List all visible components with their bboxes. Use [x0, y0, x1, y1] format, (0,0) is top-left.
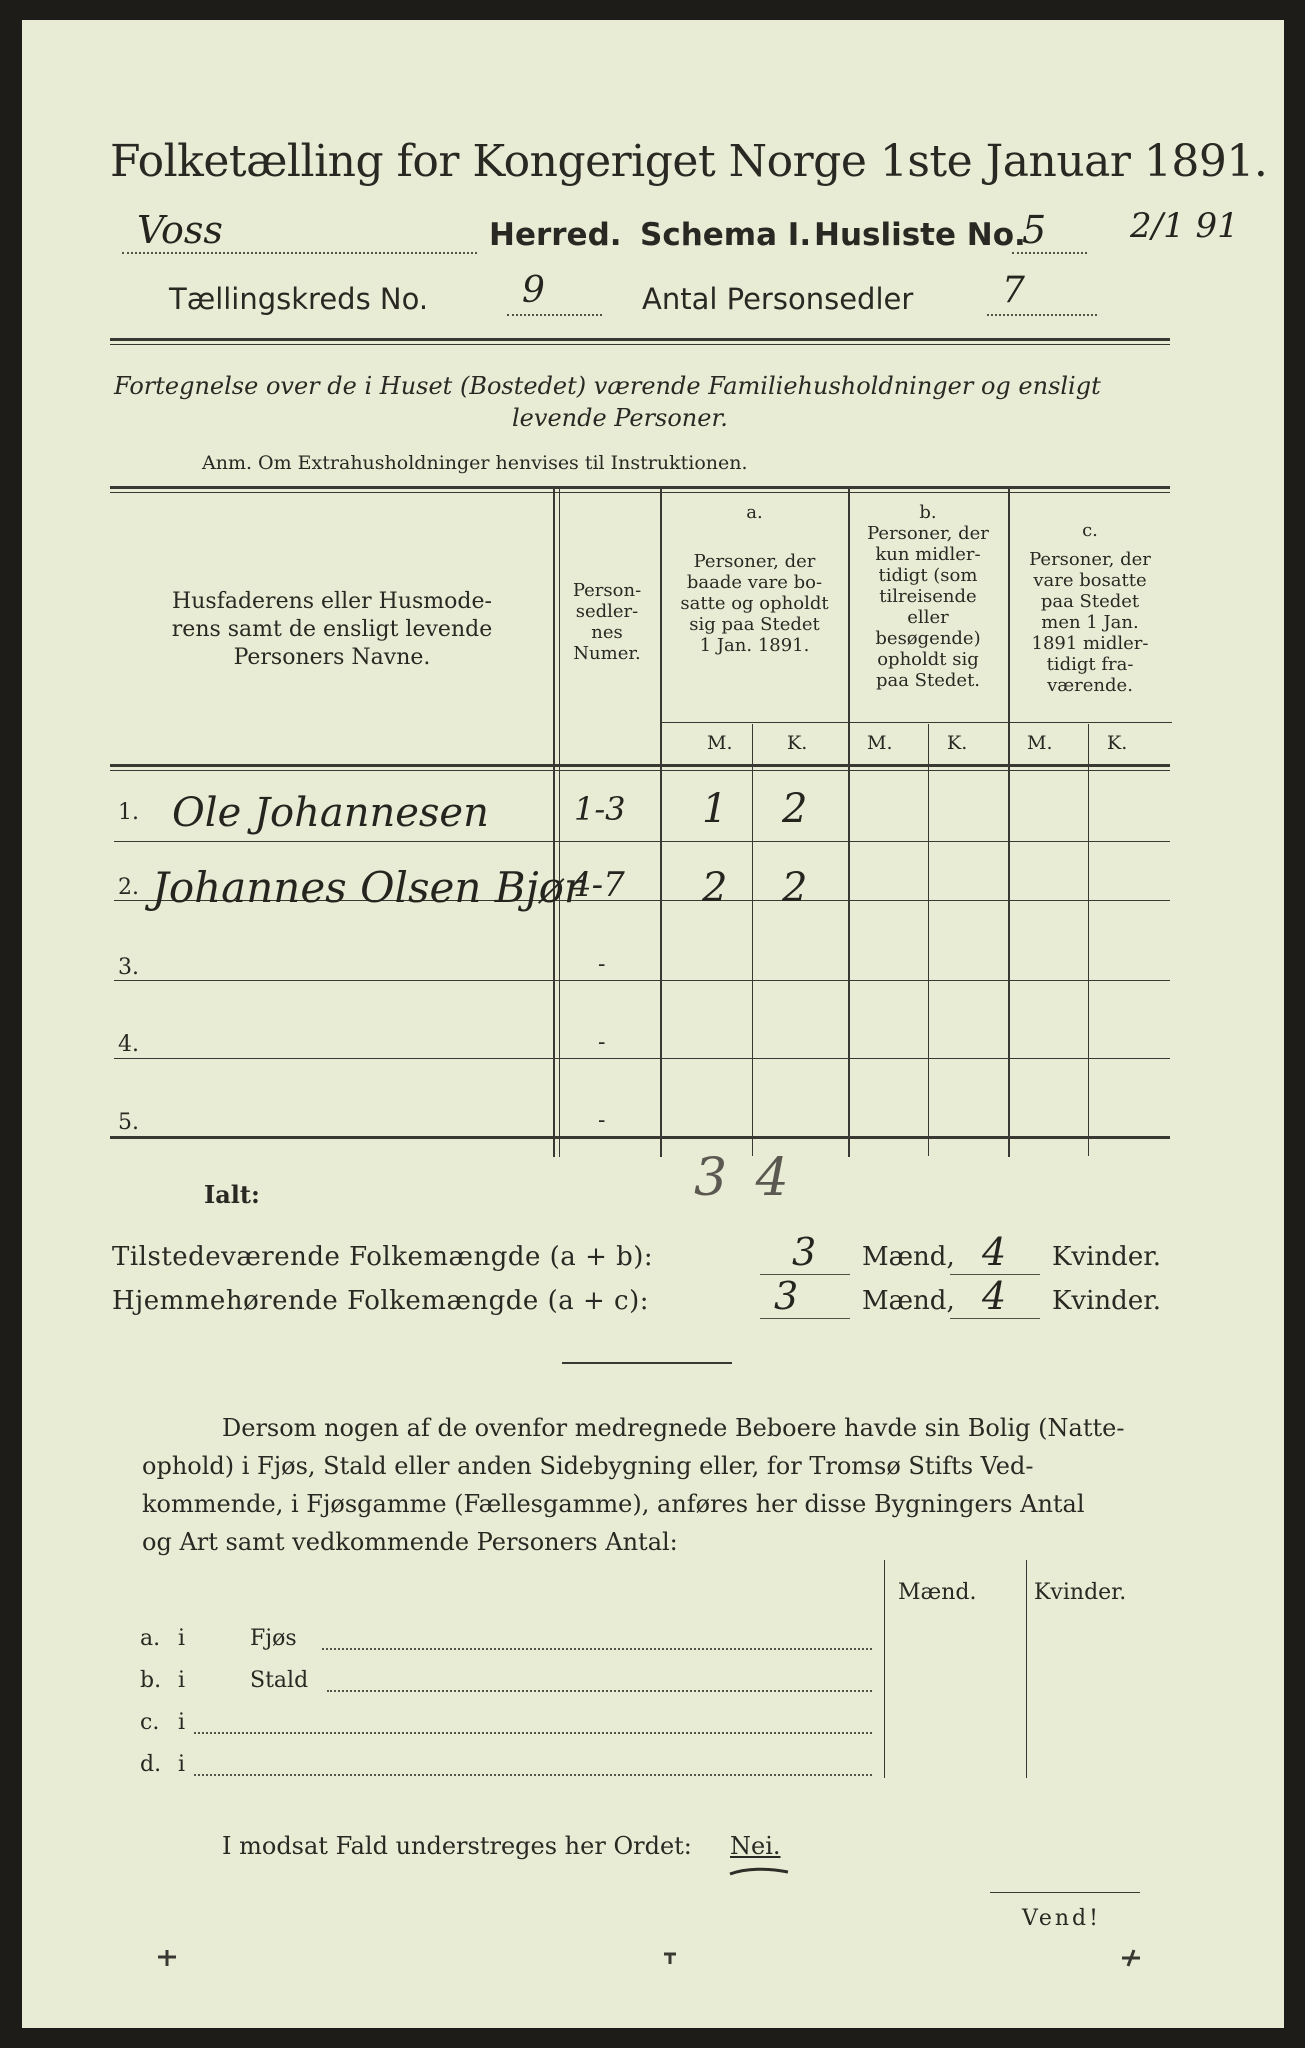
bolig-c-letter: c.	[140, 1710, 160, 1735]
col-head-c: c. Personer, der vare bosatte paa Stedet men 1 Jan. 1891 midler- tidigt fra- værende.	[1029, 520, 1151, 696]
tilstede-kvinder-value: 4	[982, 1230, 1007, 1274]
modsat-text: I modsat Fald understreges her Ordet:	[222, 1832, 692, 1860]
row-1-sedler: 1-3	[574, 790, 626, 828]
vline-b	[1008, 489, 1010, 1157]
hjemme-kvinder-value: 4	[982, 1274, 1007, 1318]
ialt-handwritten: 3 4	[694, 1148, 795, 1208]
bolig-d-dots	[194, 1774, 872, 1776]
row-2-sedler: 4-7	[570, 865, 625, 905]
row-1-a-k: 2	[782, 786, 808, 832]
table-top-rule-thin	[110, 492, 1170, 493]
c-m-head: M.	[1027, 732, 1053, 754]
bolig-c-i: i	[178, 1710, 186, 1735]
census-form-page	[22, 20, 1284, 2028]
vline-c-mk	[1088, 724, 1089, 1156]
bolig-b-i: i	[178, 1668, 186, 1693]
row-4-sedler: -	[598, 1030, 606, 1055]
row-5-number: 5.	[118, 1110, 139, 1135]
register-mark-right-icon	[1118, 1944, 1144, 1970]
ialt-label: Ialt:	[204, 1180, 260, 1209]
vline-b-mk	[928, 724, 929, 1156]
kreds-label: Tællingskreds No.	[169, 282, 429, 316]
husliste-dotted-line	[1012, 252, 1087, 254]
kreds-value: 9	[522, 270, 545, 311]
tilstede-kvinder-label: Kvinder.	[1052, 1242, 1162, 1272]
section-divider	[562, 1362, 732, 1364]
table-bottom-rule	[110, 1136, 1170, 1139]
herred-label: Herred.	[489, 217, 622, 253]
row-1-a-m: 1	[702, 786, 728, 832]
b-m-head: M.	[867, 732, 893, 754]
vline-num	[660, 489, 662, 1157]
vline-a-mk	[752, 724, 753, 1156]
row-line-4	[114, 1058, 1170, 1059]
hjemme-kvinder-line	[950, 1318, 1040, 1319]
tilstede-maend-value: 3	[792, 1230, 817, 1274]
bolig-line-3: kommende, i Fjøsgamme (Fællesgamme), anføres her disse Bygningers Antal	[142, 1490, 1085, 1518]
row-5-sedler: -	[598, 1108, 606, 1133]
intro-line-1: Fortegnelse over de i Huset (Bostedet) værende Familiehusholdninger og ensligt	[114, 372, 1101, 400]
bolig-a-letter: a.	[140, 1626, 161, 1651]
bolig-d-letter: d.	[140, 1752, 162, 1777]
a-m-head: M.	[707, 732, 733, 754]
husliste-value: 5	[1022, 208, 1047, 252]
bolig-c-dots	[194, 1732, 872, 1734]
tilstede-maend-label: Mænd,	[862, 1242, 955, 1272]
bolig-a-dots	[322, 1648, 872, 1650]
b-k-head: K.	[947, 732, 968, 754]
row-1-number: 1.	[118, 800, 139, 825]
vline-names	[553, 489, 555, 1157]
register-mark-center-icon	[660, 1948, 680, 1968]
form-title: Folketælling for Kongeriget Norge 1ste Januar 1891.	[110, 136, 1268, 187]
vline-names-thin	[559, 489, 560, 1157]
husliste-label: Husliste No.	[814, 217, 1026, 253]
bolig-line-4: og Art samt vedkommende Personers Antal:	[142, 1528, 678, 1556]
herred-value: Voss	[137, 208, 223, 252]
row-2-a-k: 2	[782, 865, 808, 911]
header-rule	[110, 338, 1170, 341]
header-bottom-rule	[110, 764, 1170, 767]
header-bottom-rule-thin	[110, 770, 1170, 771]
row-3-sedler: -	[598, 952, 606, 977]
col-head-a: a. Personer, der baade vare bo- satte og opholdt sig paa Stedet 1 Jan. 1891.	[680, 502, 829, 656]
a-k-head: K.	[787, 732, 808, 754]
row-2-a-m: 2	[702, 865, 728, 911]
tilstede-label: Tilstedeværende Folkemængde (a + b):	[112, 1242, 654, 1272]
hjemme-kvinder-label: Kvinder.	[1052, 1286, 1162, 1316]
vend-text: Vend!	[1022, 1906, 1101, 1931]
row-3-number: 3.	[118, 955, 139, 980]
herred-dotted-line	[122, 252, 477, 254]
bolig-a-i: i	[178, 1626, 186, 1651]
hjemme-label: Hjemmehørende Folkemængde (a + c):	[112, 1286, 649, 1316]
bolig-kvinder-head: Kvinder.	[1034, 1580, 1127, 1605]
bolig-b-letter: b.	[140, 1668, 162, 1693]
nei-word: Nei.	[730, 1832, 781, 1860]
bolig-line-1: Dersom nogen af de ovenfor medregnede Beboere havde sin Bolig (Natte-	[222, 1414, 1125, 1442]
bolig-b-dots	[327, 1690, 872, 1692]
row-line-3	[114, 980, 1170, 981]
hjemme-maend-label: Mænd,	[862, 1286, 955, 1316]
col-head-b: b. Personer, der kun midler- tidigt (som tilreisende eller besøgende) opholdt sig paa Stedet.	[867, 502, 989, 691]
col-head-number: Person- sedler- nes Numer.	[572, 580, 642, 664]
nei-handwritten-underline	[728, 1866, 790, 1878]
row-2-name: Johannes Olsen Bjør	[152, 863, 584, 912]
antal-dotted-line	[987, 314, 1097, 316]
vline-a	[848, 489, 850, 1157]
intro-line-2: levende Personer.	[512, 404, 728, 432]
row-2-number: 2.	[118, 875, 139, 900]
row-line-1	[114, 841, 1170, 842]
bolig-vline-1	[884, 1560, 885, 1778]
vend-rule	[990, 1892, 1140, 1893]
table-top-rule	[110, 486, 1170, 489]
kreds-dotted-line	[507, 314, 602, 316]
bolig-line-2: ophold) i Fjøs, Stald eller anden Sidebygning eller, for Tromsø Stifts Ved-	[142, 1452, 1034, 1480]
c-k-head: K.	[1107, 732, 1128, 754]
row-1-name: Ole Johannesen	[172, 790, 489, 836]
hjemme-maend-line	[760, 1318, 850, 1319]
antal-value: 7	[1002, 270, 1025, 311]
anm-note: Anm. Om Extrahusholdninger henvises til Instruktionen.	[202, 452, 748, 474]
mk-rule	[662, 722, 1172, 723]
header-rule-thin	[110, 344, 1170, 345]
bolig-a-label: Fjøs	[250, 1626, 297, 1651]
bolig-d-i: i	[178, 1752, 186, 1777]
bolig-maend-head: Mænd.	[898, 1580, 977, 1605]
register-mark-left-icon	[154, 1944, 180, 1970]
col-head-names: Husfaderens eller Husmode- rens samt de ensligt levende Personers Navne.	[171, 589, 493, 670]
bolig-b-label: Stald	[250, 1668, 309, 1693]
hjemme-maend-value: 3	[774, 1274, 799, 1318]
antal-label: Antal Personsedler	[642, 282, 914, 316]
row-4-number: 4.	[118, 1032, 139, 1057]
bolig-vline-2	[1026, 1560, 1027, 1778]
schema-label: Schema I.	[640, 217, 812, 253]
margin-note: 2/1 91	[1130, 206, 1239, 246]
